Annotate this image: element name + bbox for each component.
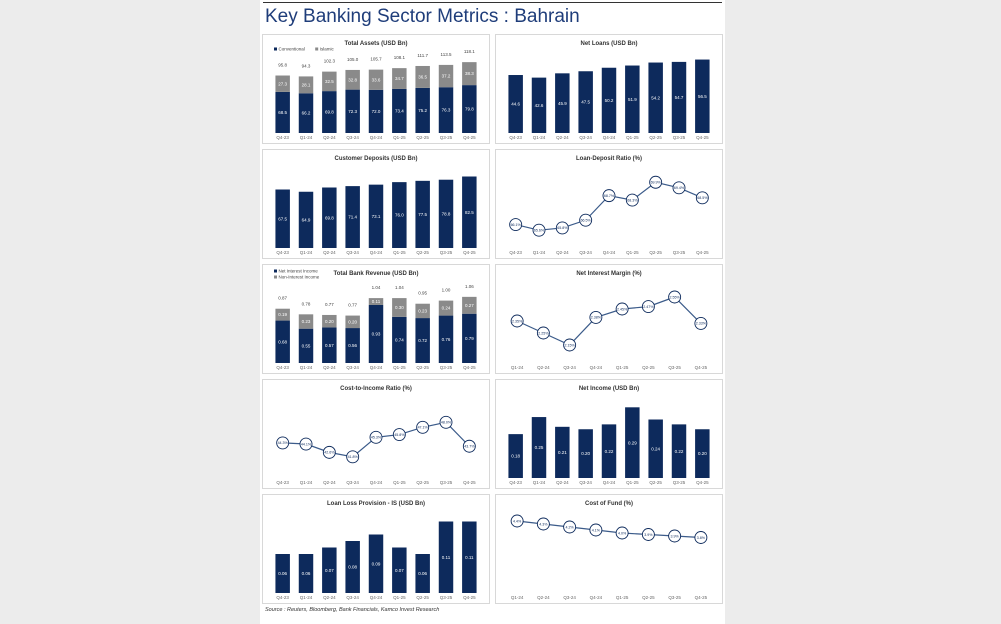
x-tick-label: Q2-25 [649,135,662,140]
x-tick-label: Q1-25 [393,595,406,600]
x-tick-label: Q4-25 [463,365,476,370]
bar-total-label: 105.0 [347,56,359,62]
point-value-label: 45.3% [370,435,382,440]
bar-value-label: 0.55 [301,343,311,349]
x-tick-label: Q2-24 [537,365,550,370]
page-title: Key Banking Sector Metrics : Bahrain [265,6,580,27]
x-tick-label: Q4-25 [463,480,476,485]
x-tick-label: Q2-24 [537,595,550,600]
x-tick-label: Q2-25 [416,135,429,140]
point-value-label: 2.47% [643,304,654,309]
x-tick-label: Q4-25 [696,480,709,485]
bar-value-label: 0.11 [465,554,474,560]
x-tick-label: Q4-23 [276,595,289,600]
bar-value-label: 0.76 [441,336,451,342]
bar-value-label: 69.8 [324,215,334,221]
x-tick-label: Q3-25 [439,250,453,255]
bar-value-label: 76.3 [441,107,451,113]
legend-swatch [315,48,318,51]
report-page [260,0,725,624]
point-value-label: 66.1% [510,222,521,227]
chart-cost-of-fund [495,494,723,604]
bar-value-label: 0.20 [697,451,707,457]
bar-total-label: 1.04 [394,285,404,291]
bar-value-label: 0.29 [627,440,637,446]
chart-loan-deposit-ratio [495,149,723,259]
x-tick-label: Q1-25 [393,135,406,140]
point-value-label: 3.9% [644,532,653,537]
point-value-label: 68.3% [627,198,638,203]
point-value-label: 4.1% [591,528,600,533]
x-tick-label: Q1-24 [532,480,546,485]
legend-label: Non-Interest Income [278,274,320,280]
legend-swatch [274,270,277,273]
x-tick-label: Q4-25 [463,595,476,600]
bar-value-label: 44.6 [511,101,521,107]
bar-total-label: 0.77 [348,302,358,308]
x-tick-label: Q1-24 [299,135,313,140]
point-value-label: 66.5% [580,218,591,223]
bar-value-label: 33.6 [371,77,381,83]
bar-value-label: 36.5 [418,74,428,80]
chart-total-assets [262,34,490,144]
legend-swatch [274,276,277,279]
chart-net-loans [495,34,723,144]
chart-title: Loan Loss Provision - IS (USD Bn) [326,501,426,507]
point-value-label: 43.7% [464,444,475,449]
point-value-label: 2.38% [590,315,601,320]
chart-title: Cost-to-Income Ratio (%) [340,386,412,392]
legend-label: Conventional [278,46,305,52]
x-tick-label: Q1-24 [510,365,524,370]
chart-net-income [495,379,723,489]
bar-value-label: 78.8 [441,211,451,217]
bar-value-label: 42.6 [534,102,544,108]
x-tick-label: Q1-24 [532,250,546,255]
x-tick-label: Q3-24 [563,365,576,370]
bar-value-label: 0.11 [441,554,451,560]
x-tick-label: Q4-24 [602,135,616,140]
x-tick-label: Q3-24 [579,135,592,140]
x-tick-label: Q2-24 [556,250,569,255]
bar-value-label: 0.22 [604,448,614,454]
x-tick-label: Q2-25 [416,365,429,370]
x-tick-label: Q3-25 [439,480,453,485]
bar-value-label: 66.2 [301,110,311,116]
bar-total-label: 105.7 [370,56,382,62]
bar-total-label: 94.3 [301,63,311,69]
bar-value-label: 38.3 [464,71,474,77]
source-note: Source : Reuters, Bloomberg, Bank Financials, Kamco Invest Research [265,607,440,613]
x-tick-label: Q3-25 [672,135,686,140]
x-tick-label: Q4-24 [589,365,603,370]
point-value-label: 4.0% [618,531,627,536]
point-value-label: 2.15% [564,343,575,348]
x-tick-label: Q4-23 [509,250,522,255]
bar-value-label: 50.2 [604,97,614,103]
bar-value-label: 34.7 [394,76,404,82]
bar-value-label: 68.5 [278,110,288,116]
bar-value-label: 73.1 [371,213,381,219]
point-value-label: 69.9% [650,180,661,185]
x-tick-label: Q2-24 [323,135,336,140]
x-tick-label: Q4-25 [694,365,708,370]
bar-value-label: 0.74 [394,337,404,343]
bar-value-label: 0.09 [371,561,381,567]
x-tick-label: Q3-24 [346,480,359,485]
bar-value-label: 51.9 [627,96,637,102]
bar-value-label: 0.68 [278,339,288,345]
bar-value-label: 27.3 [278,81,288,87]
point-value-label: 4.2% [565,525,574,530]
bar-value-label: 0.06 [418,571,428,577]
x-tick-label: Q3-25 [439,365,453,370]
bar-value-label: 0.06 [301,571,311,577]
chart-cost-to-income-ratio [262,379,490,489]
legend-label: Net Interest Income [278,268,318,274]
point-value-label: 44.1% [300,442,312,447]
bar-value-label: 69.8 [324,109,334,115]
chart-title: Total Bank Revenue (USD Bn) [333,271,419,277]
x-tick-label: Q3-25 [668,365,681,370]
legend-label: Islamic [319,46,334,52]
point-value-label: 44.3% [277,441,288,446]
x-tick-label: Q4-24 [369,480,383,485]
top-rule [263,2,722,3]
x-tick-label: Q3-25 [672,250,686,255]
bar-value-label: 0.18 [511,453,521,459]
bar-value-label: 0.20 [324,318,334,324]
bar-value-label: 32.8 [348,77,358,83]
bar-value-label: 0.22 [674,448,684,454]
bar-value-label: 0.24 [651,446,661,452]
x-tick-label: Q4-25 [463,250,476,255]
bar-value-label: 76.0 [394,212,404,218]
bar-total-label: 0.87 [278,295,288,301]
bar-value-label: 0.19 [278,312,288,318]
x-tick-label: Q2-25 [416,595,429,600]
x-tick-label: Q2-25 [649,250,662,255]
bar-total-label: 1.00 [441,287,451,293]
bar-total-label: 0.77 [324,301,334,307]
chart-customer-deposits [262,149,490,259]
x-tick-label: Q4-25 [696,250,709,255]
bar-value-label: 0.93 [371,331,381,337]
bar-value-label: 0.07 [394,567,404,573]
x-tick-label: Q2-25 [416,250,429,255]
x-tick-label: Q1-24 [510,595,524,600]
bar-value-label: 82.5 [464,209,474,215]
bar-value-label: 0.07 [324,567,334,573]
bar-value-label: 75.2 [418,108,428,114]
point-value-label: 3.9% [670,534,679,539]
bar-total-label: 118.1 [463,49,475,55]
bar-value-label: 37.2 [441,73,451,79]
x-tick-label: Q2-24 [556,135,569,140]
x-tick-label: Q3-24 [346,135,359,140]
x-tick-label: Q1-24 [299,365,313,370]
chart-title: Total Assets (USD Bn) [344,41,408,47]
bar-value-label: 32.5 [324,78,334,84]
bar-value-label: 47.5 [581,99,591,105]
point-value-label: 4.3% [539,522,548,527]
point-value-label: 42.6% [324,450,335,455]
bar-value-label: 0.79 [464,335,474,341]
chart-title: Net Interest Margin (%) [576,271,642,277]
point-value-label: 2.35% [512,319,523,324]
bar-value-label: 73.4 [394,108,404,114]
x-tick-label: Q4-24 [602,480,616,485]
x-tick-label: Q4-24 [589,595,603,600]
bar-value-label: 0.20 [348,319,358,325]
point-value-label: 2.25% [538,331,549,336]
x-tick-label: Q2-25 [642,365,655,370]
point-value-label: 48.0% [440,420,452,425]
bar-value-label: 0.06 [278,571,288,577]
x-tick-label: Q3-24 [346,250,359,255]
x-tick-label: Q1-24 [299,595,313,600]
bar-value-label: 54.7 [674,95,684,101]
x-tick-label: Q1-25 [393,250,406,255]
x-tick-label: Q3-25 [439,135,453,140]
bar-value-label: 56.5 [697,93,707,99]
bar-value-label: 0.24 [441,305,451,311]
bar-value-label: 67.5 [278,216,288,222]
bar-value-label: 72.3 [348,108,358,114]
x-tick-label: Q4-25 [463,135,476,140]
x-tick-label: Q4-23 [276,365,289,370]
x-tick-label: Q3-24 [563,595,576,600]
x-tick-label: Q4-23 [509,480,522,485]
x-tick-label: Q3-25 [672,480,686,485]
x-tick-label: Q3-24 [579,480,592,485]
x-tick-label: Q4-25 [694,595,708,600]
point-value-label: 2.55% [669,295,680,300]
bar-value-label: 45.9 [557,100,567,106]
x-tick-label: Q2-25 [416,480,429,485]
bar-total-label: 0.78 [301,301,311,307]
bar-value-label: 72.0 [371,109,381,114]
bar-total-label: 95.8 [278,62,288,68]
x-tick-label: Q1-24 [299,480,313,485]
bar-value-label: 0.30 [394,305,404,311]
bar-value-label: 77.5 [418,212,428,218]
bar-value-label: 79.8 [464,106,474,112]
point-value-label: 45.8% [394,432,405,437]
point-value-label: 68.5% [697,196,708,201]
x-tick-label: Q2-25 [642,595,655,600]
bar-value-label: 71.4 [348,214,358,220]
x-tick-label: Q3-25 [439,595,453,600]
bar-total-label: 1.04 [371,285,381,291]
bar-value-label: 0.56 [348,343,358,349]
point-value-label: 65.8% [557,226,568,231]
bar-value-label: 64.9 [301,217,311,223]
point-value-label: 4.4% [513,519,522,524]
bar-total-label: 0.95 [418,290,428,296]
x-tick-label: Q4-25 [696,135,709,140]
x-tick-label: Q3-24 [579,250,592,255]
x-tick-label: Q2-24 [323,365,336,370]
x-tick-label: Q4-24 [602,250,616,255]
x-tick-label: Q3-24 [346,595,359,600]
point-value-label: 47.1% [417,425,428,430]
x-tick-label: Q3-25 [668,595,681,600]
bar-value-label: 28.1 [301,82,311,88]
x-tick-label: Q4-24 [369,250,383,255]
bar-value-label: 0.27 [464,302,474,308]
bar-total-label: 111.7 [417,52,428,58]
bar-value-label: 54.2 [651,95,661,101]
bar-value-label: 0.08 [348,564,358,570]
legend-swatch [274,48,277,51]
bar-value-label: 0.23 [418,308,428,314]
bar-value-label: 0.57 [324,342,334,348]
point-value-label: 3.8% [696,535,705,540]
x-tick-label: Q1-25 [615,365,629,370]
x-tick-label: Q4-24 [369,135,383,140]
x-tick-label: Q4-23 [276,250,289,255]
x-tick-label: Q1-25 [393,365,406,370]
x-tick-label: Q1-25 [626,135,639,140]
bar-value-label: 0.11 [371,299,381,305]
x-tick-label: Q1-25 [393,480,406,485]
x-tick-label: Q2-24 [556,480,569,485]
bar-value-label: 0.20 [581,451,591,457]
bar-total-label: 108.1 [393,55,405,61]
x-tick-label: Q1-25 [615,595,629,600]
chart-title: Cost of Fund (%) [585,501,633,507]
bar-total-label: 102.3 [323,58,335,64]
chart-title: Customer Deposits (USD Bn) [334,156,418,162]
x-tick-label: Q4-24 [369,365,383,370]
point-value-label: 41.8% [347,455,358,460]
chart-title: Net Loans (USD Bn) [580,41,638,47]
point-value-label: 68.7% [603,193,615,198]
x-tick-label: Q4-24 [369,595,383,600]
x-tick-label: Q2-25 [649,480,662,485]
bar-value-label: 0.25 [534,445,544,451]
x-tick-label: Q2-24 [323,595,336,600]
chart-net-interest-margin [495,264,723,374]
chart-title: Net Income (USD Bn) [578,386,640,392]
x-tick-label: Q2-24 [323,480,336,485]
x-tick-label: Q1-24 [299,250,313,255]
point-value-label: 65.6% [533,228,545,233]
x-tick-label: Q2-24 [323,250,336,255]
x-tick-label: Q1-25 [626,250,639,255]
x-tick-label: Q1-25 [626,480,639,485]
bar-total-label: 1.06 [464,283,474,289]
bar-total-label: 113.5 [440,51,452,57]
x-tick-label: Q4-23 [276,480,289,485]
point-value-label: 69.4% [673,186,685,191]
chart-loan-loss-provision [262,494,490,604]
point-value-label: 2.45% [617,307,628,312]
bar-value-label: 0.21 [557,450,567,456]
bar-value-label: 0.72 [418,338,428,344]
chart-title: Loan-Deposit Ratio (%) [576,156,642,162]
chart-total-bank-revenue [262,264,490,374]
x-tick-label: Q4-23 [509,135,522,140]
x-tick-label: Q4-23 [276,135,289,140]
x-tick-label: Q3-24 [346,365,359,370]
point-value-label: 2.33% [695,321,706,326]
x-tick-label: Q1-24 [532,135,546,140]
bar-value-label: 0.23 [301,319,311,325]
